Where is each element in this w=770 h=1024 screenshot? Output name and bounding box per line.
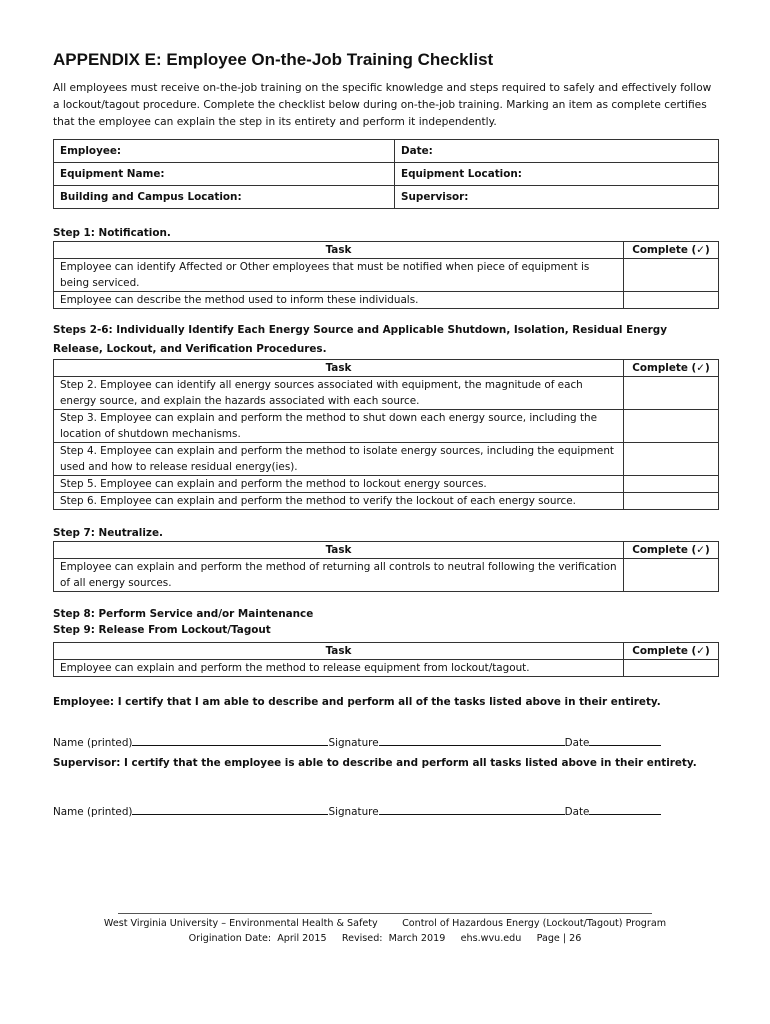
step7-table <box>53 541 719 592</box>
footer-line-2: Origination Date: April 2015 Revised: March 2019 ehs.wvu.edu Page | 26 <box>188 933 582 944</box>
intro-paragraph: All employees must receive on-the-job training on the specific knowledge and steps required to safely and effectively follow a lockout/tagout procedure. Complete the checklist below during on-the-job training. Marking an item as complete certifies that the employee can explain the step in its entirety and perform it independently. <box>53 82 712 128</box>
complete-header: Complete (✓) <box>624 643 719 660</box>
complete-checkbox-cell[interactable] <box>624 292 719 309</box>
complete-checkbox-cell[interactable] <box>624 259 719 292</box>
task-header: Task <box>54 360 624 377</box>
task-cell: Step 4. Employee can explain and perform the method to isolate energy sources, including the equipment used and how to release residual energy(ies). <box>54 443 624 476</box>
name-label: Name (printed) <box>53 737 133 749</box>
complete-header: Complete (✓) <box>624 360 719 377</box>
task-header: Task <box>54 643 624 660</box>
document-page <box>53 44 718 818</box>
complete-checkbox-cell[interactable] <box>624 377 719 410</box>
employee-signature-line <box>53 734 718 749</box>
date-label: Date <box>564 806 590 818</box>
task-cell: Step 3. Employee can explain and perform the method to shut down each energy source, including the location of shutdown mechanisms. <box>54 410 624 443</box>
table-row <box>54 410 719 443</box>
task-cell: Step 2. Employee can identify all energy sources associated with equipment, the magnitude of each energy source, and explain the hazards associated with each source. <box>54 377 624 410</box>
supervisor-date-blank[interactable] <box>589 803 661 815</box>
date-field[interactable]: Date: <box>395 140 719 163</box>
complete-checkbox-cell[interactable] <box>624 410 719 443</box>
task-cell: Employee can explain and perform the method of returning all controls to neutral following the verification of all energy sources. <box>54 559 624 592</box>
footer <box>0 916 770 946</box>
step2-6-table <box>53 359 719 510</box>
table-row <box>54 377 719 410</box>
step9-heading: Step 9: Release From Lockout/Tagout <box>53 624 271 636</box>
footer-divider <box>118 913 652 914</box>
supervisor-field[interactable]: Supervisor: <box>395 186 719 209</box>
supervisor-signature-blank[interactable] <box>379 803 565 815</box>
employee-field[interactable]: Employee: <box>54 140 395 163</box>
page-title: APPENDIX E: Employee On-the-Job Training Checklist <box>53 50 494 69</box>
complete-header: Complete (✓) <box>624 542 719 559</box>
step1-heading: Step 1: Notification. <box>53 227 171 239</box>
equipment-name-field[interactable]: Equipment Name: <box>54 163 395 186</box>
table-row <box>54 493 719 510</box>
date-label: Date <box>564 737 590 749</box>
task-cell: Employee can identify Affected or Other employees that must be notified when piece of equipment is being serviced. <box>54 259 624 292</box>
complete-checkbox-cell[interactable] <box>624 559 719 592</box>
employee-signature-blank[interactable] <box>379 734 565 746</box>
task-header: Task <box>54 242 624 259</box>
table-row <box>54 292 719 309</box>
info-table <box>53 139 719 209</box>
name-label: Name (printed) <box>53 806 133 818</box>
building-location-field[interactable]: Building and Campus Location: <box>54 186 395 209</box>
employee-certification: Employee: I certify that I am able to describe and perform all of the tasks listed above in their entirety. <box>53 696 661 708</box>
task-cell: Step 6. Employee can explain and perform the method to verify the lockout of each energy source. <box>54 493 624 510</box>
task-cell: Employee can explain and perform the method to release equipment from lockout/tagout. <box>54 660 624 677</box>
complete-header: Complete (✓) <box>624 242 719 259</box>
step1-table <box>53 241 719 309</box>
table-row <box>54 259 719 292</box>
step2-6-heading: Steps 2-6: Individually Identify Each Energy Source and Applicable Shutdown, Isolation, Residual Energy Release, Lockout, and Verification Procedures. <box>53 324 667 355</box>
complete-checkbox-cell[interactable] <box>624 493 719 510</box>
table-row <box>54 443 719 476</box>
supervisor-signature-line <box>53 803 718 818</box>
task-cell: Employee can describe the method used to inform these individuals. <box>54 292 624 309</box>
complete-checkbox-cell[interactable] <box>624 476 719 493</box>
supervisor-certification: Supervisor: I certify that the employee is able to describe and perform all tasks listed above in their entirety. <box>53 757 697 769</box>
employee-name-blank[interactable] <box>132 734 328 746</box>
signature-label: Signature <box>328 806 379 818</box>
supervisor-name-blank[interactable] <box>132 803 328 815</box>
equipment-location-field[interactable]: Equipment Location: <box>395 163 719 186</box>
complete-checkbox-cell[interactable] <box>624 443 719 476</box>
employee-date-blank[interactable] <box>589 734 661 746</box>
table-row <box>54 559 719 592</box>
signature-label: Signature <box>328 737 379 749</box>
step9-table <box>53 642 719 677</box>
task-cell: Step 5. Employee can explain and perform the method to lockout energy sources. <box>54 476 624 493</box>
table-row <box>54 476 719 493</box>
step8-heading: Step 8: Perform Service and/or Maintenance <box>53 608 314 620</box>
footer-line-1: West Virginia University – Environmental Health & Safety Control of Hazardous Energy (Lockout/Tagout) Program <box>103 918 667 929</box>
step7-heading: Step 7: Neutralize. <box>53 527 163 539</box>
complete-checkbox-cell[interactable] <box>624 660 719 677</box>
table-row <box>54 660 719 677</box>
task-header: Task <box>54 542 624 559</box>
